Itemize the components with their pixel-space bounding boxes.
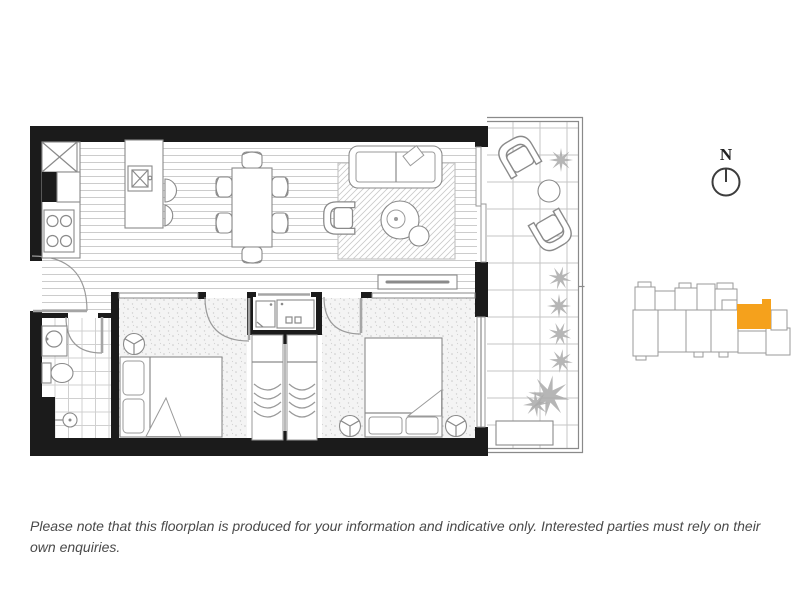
wall-bathroom-bedroom2 bbox=[111, 292, 119, 440]
dryer bbox=[277, 300, 314, 328]
wall-bottom bbox=[30, 438, 487, 456]
north-label: N bbox=[719, 145, 733, 164]
planter-box bbox=[496, 421, 553, 445]
wall-laundry-nub-left bbox=[247, 292, 256, 297]
wall-top bbox=[30, 126, 487, 142]
dining-chair bbox=[216, 213, 232, 233]
sofa bbox=[349, 146, 442, 188]
laundry-closet bbox=[253, 297, 316, 330]
wall-right-top bbox=[475, 126, 488, 147]
plant-icon bbox=[547, 294, 571, 318]
toilet bbox=[42, 363, 73, 383]
fridge bbox=[42, 142, 77, 172]
bed-1 bbox=[365, 338, 442, 437]
disclaimer-line-2: own enquiries. bbox=[30, 539, 121, 555]
dining-chair bbox=[242, 152, 262, 168]
partition-bedroom2-top bbox=[119, 293, 198, 298]
wall-left-upper bbox=[30, 126, 42, 261]
outdoor-table bbox=[538, 180, 560, 202]
wall-bedroom1-post bbox=[361, 292, 372, 298]
cooktop bbox=[44, 210, 74, 252]
wall-shower-nib bbox=[30, 397, 55, 438]
tv-unit bbox=[378, 275, 457, 289]
dining-chair bbox=[242, 247, 262, 263]
wall-laundry-nub-right bbox=[311, 292, 322, 297]
partition-bedroom1-top bbox=[372, 293, 475, 298]
balcony-sliding-door bbox=[476, 147, 486, 262]
wardrobes bbox=[252, 335, 317, 440]
key-plan bbox=[633, 282, 790, 360]
disclaimer-text bbox=[30, 516, 760, 558]
wall-laundry-right bbox=[316, 292, 322, 335]
kitchen-void bbox=[42, 172, 57, 202]
bedroom2-robe bbox=[252, 335, 283, 440]
wall-bathroom-top bbox=[42, 313, 68, 318]
wall-laundry-bottom bbox=[247, 330, 322, 335]
highlighted-unit bbox=[737, 304, 771, 329]
pillow bbox=[123, 361, 144, 395]
pillow bbox=[123, 399, 144, 433]
bedside-table bbox=[446, 416, 467, 437]
armchair bbox=[324, 202, 355, 234]
wall-bathroom-hinge bbox=[98, 313, 111, 318]
disclaimer-line-1: Please note that this floorplan is produced for your information and indicative only. Interested parties must rely on their bbox=[30, 518, 761, 534]
bed-2 bbox=[120, 357, 222, 437]
bedroom1-window bbox=[477, 317, 485, 427]
dining-chair bbox=[272, 213, 288, 233]
dining-chair bbox=[216, 177, 232, 197]
bedside-table bbox=[340, 416, 361, 437]
pillow bbox=[369, 417, 402, 434]
washer bbox=[256, 301, 275, 327]
bedside-table bbox=[124, 334, 145, 355]
dining-table bbox=[232, 168, 272, 247]
kitchen-island bbox=[125, 140, 163, 228]
wall-robe-nub-bottom bbox=[283, 431, 287, 440]
wall-right-mid bbox=[475, 262, 488, 317]
wall-robe-nub-top bbox=[283, 335, 287, 344]
plant-icon bbox=[549, 148, 573, 172]
pillow bbox=[406, 417, 438, 434]
kitchen-cabinet bbox=[57, 172, 80, 202]
vanity bbox=[42, 326, 67, 356]
dining-chair bbox=[272, 177, 288, 197]
wall-right-bottom bbox=[475, 427, 488, 456]
north-indicator bbox=[713, 145, 740, 196]
bedroom1-robe bbox=[287, 335, 317, 440]
highlighted-unit bbox=[762, 299, 771, 305]
